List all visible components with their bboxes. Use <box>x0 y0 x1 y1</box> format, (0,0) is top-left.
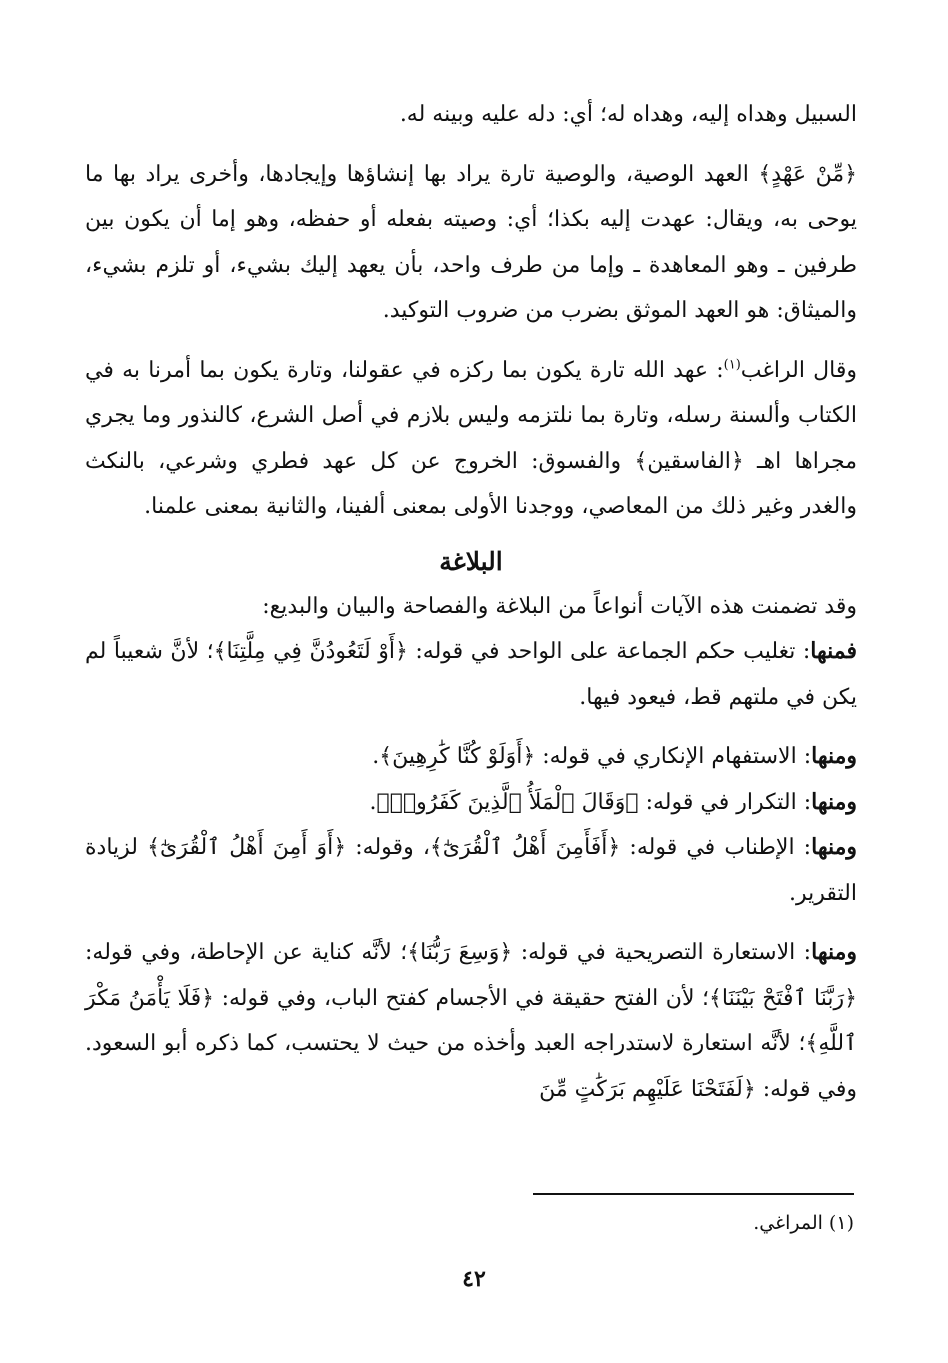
list-item <box>85 780 857 826</box>
item-lead: ومنها <box>811 788 857 815</box>
page-number: ٤٢ <box>462 1266 486 1292</box>
footnote: (١) المراغي. <box>753 1212 854 1234</box>
paragraph-3 <box>85 348 857 530</box>
item-text: : الإطناب في قوله: ﴿أَفَأَمِنَ أَهْلُ ٱلْقُرَىٰٓ﴾، وقوله: ﴿أَوَ أَمِنَ أَهْلُ ٱلْقُرَىٰٓ﴾ لزيادة التقرير. <box>85 835 857 906</box>
item-text: : الاستفهام الإنكاري في قوله: ﴿أَوَلَوْ كُنَّا كَٰرِهِينَ﴾. <box>372 744 812 769</box>
item-text: : التكرار في قوله: ﴿وَقَالَ ٱلْمَلَأُ ٱلَّذِينَ كَفَرُوا۟﴾. <box>369 789 812 815</box>
intro-paragraph <box>85 584 857 630</box>
page-body <box>85 92 857 1112</box>
paragraph-2 <box>85 152 857 334</box>
paragraph-text: العهد الوصية، والوصية تارة يراد بها إنشاؤها وإيجادها، وأخرى يراد بها ما يوحى به، ويقال: عهدت إليه بكذا؛ أي: وصيته بفعله أو حفظه، وهو إما أن يكون بين طرفين ـ وهو المعاهدة ـ وإما من طرف واحد، بأن يعهد إليك بشيء، أو تلزم بشيء، والميثاق: هو العهد الموثق بضرب من ضروب التوكيد. <box>85 161 857 323</box>
paragraph-text: السبيل وهداه إليه، وهداه له؛ أي: دله عليه وبينه له. <box>399 102 857 127</box>
item-lead: ومنها <box>811 743 857 769</box>
list-item <box>85 825 857 916</box>
item-lead: ومنها <box>811 939 857 965</box>
footnote-marker: (١) <box>723 357 741 373</box>
list-item <box>85 734 857 780</box>
list-item <box>85 930 857 1112</box>
item-text: : الاستعارة التصريحية في قوله: ﴿وَسِعَ رَبُّنَا﴾؛ لأنَّه كناية عن الإحاطة، وفي قوله: ﴿رَبَّنَا ٱفْتَحْ بَيْنَنَا﴾؛ لأن الفتح حقيقة في الأجسام كفتح الباب، وفي قوله: ﴿فَلَا يَأْمَنُ مَكْرَ ٱللَّهِ﴾؛ لأنَّه استعارة لاستدراجه العبد وأخذه من حيث لا يحتسب، كما ذكره أبو السعود. وفي قوله: ﴿لَفَتَحْنَا عَلَيْهِم بَرَكَٰتٍ مِّنَ <box>85 940 857 1102</box>
paragraph-1 <box>85 92 857 138</box>
quran-quote: ﴿مِّنْ عَهْدٍ﴾ <box>758 161 857 187</box>
section-heading: البلاغة <box>439 546 503 576</box>
paragraph-text-rest: : عهد الله تارة يكون بما ركزه في عقولنا، وتارة يكون بما أمرنا به في الكتاب وألسنة رسله، وتارة بما نلتزمه وليس بلازم في أصل الشرع، كالنذور وما يجري مجراها اهـ ﴿الفاسقين﴾ والفسوق: الخروج عن كل عهد فطري وشرعي، بالنكث والغدر وغير ذلك من المعاصي، ووجدنا الأولى بمعنى ألفينا، والثانية بمعنى علمنا. <box>85 357 857 519</box>
item-lead: فمنها <box>810 638 857 664</box>
item-lead: ومنها <box>811 834 857 860</box>
footnote-divider <box>533 1193 854 1195</box>
paragraph-text-start: وقال الراغب <box>740 357 857 383</box>
item-text: : تغليب حكم الجماعة على الواحد في قوله: ﴿أَوْ لَتَعُودُنَّ فِي مِلَّتِنَا﴾؛ لأنَّ شعيباً لم يكن في ملتهم قط، فيعود فيها. <box>85 639 857 710</box>
intro-text: وقد تضمنت هذه الآيات أنواعاً من البلاغة والفصاحة والبيان والبديع: <box>262 593 857 619</box>
list-item <box>85 629 857 720</box>
